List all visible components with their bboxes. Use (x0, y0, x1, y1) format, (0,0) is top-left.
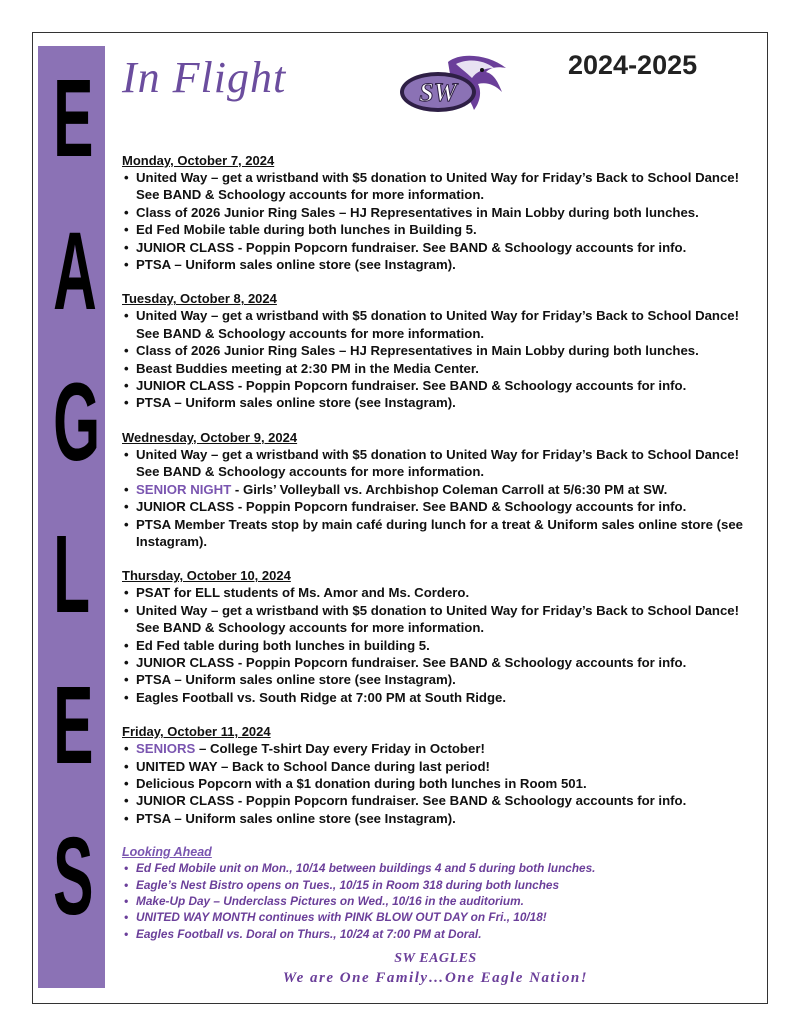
announcement-text: Ed Fed table during both lunches in building 5. (136, 637, 430, 653)
day-list (122, 152, 762, 827)
bullet-icon: • (124, 637, 129, 653)
bullet-icon: • (124, 758, 129, 774)
announcement-item (122, 689, 762, 706)
day-title: Monday, October 7, 2024 (122, 153, 275, 168)
announcement-item (122, 758, 762, 775)
announcement-item (122, 792, 762, 809)
day-title: Tuesday, October 8, 2024 (122, 291, 277, 307)
bullet-icon: • (124, 481, 129, 497)
logo-text: SW (419, 78, 457, 107)
bullet-icon: • (124, 861, 129, 876)
bullet-icon: • (124, 343, 129, 359)
bullet-icon: • (124, 654, 129, 670)
announcement-item (122, 584, 762, 601)
announcement-item (122, 654, 762, 671)
announcement-item (122, 307, 762, 342)
bullet-icon: • (124, 499, 129, 515)
announcement-item (122, 810, 762, 827)
bullet-icon: • (124, 793, 129, 809)
highlight-label: SENIORS (136, 741, 196, 757)
announcement-item (122, 204, 762, 221)
looking-ahead-text: Make-Up Day – Underclass Pictures on Wed., 10/16 in the auditorium. (136, 894, 524, 908)
day-title: Friday, October 11, 2024 (122, 724, 271, 740)
sidebar-letter: L (53, 513, 91, 636)
looking-ahead-item (122, 893, 762, 909)
looking-ahead-text: UNITED WAY MONTH continues with PINK BLOW OUT DAY on Fri., 10/18! (136, 910, 547, 925)
bullet-icon: • (124, 810, 129, 826)
announcement-text: - Girls’ Volleyball vs. Archbishop Coleman Carroll at 5/6:30 PM at SW. (231, 481, 668, 497)
day-title: Wednesday, October 9, 2024 (122, 429, 298, 445)
looking-ahead-section (122, 844, 762, 942)
announcement-item (122, 394, 762, 411)
school-year: 2024-2025 (568, 50, 698, 80)
announcements (122, 152, 762, 942)
in-flight-title: In Flight (122, 53, 287, 102)
sidebar-letter: E (53, 664, 94, 787)
announcement-item (122, 256, 762, 273)
announcement-text: JUNIOR CLASS - Poppin Popcorn fundraiser. See BAND & Schoology accounts for info. (136, 499, 687, 515)
announcement-item (122, 740, 762, 757)
eagle-logo (398, 52, 510, 118)
bullet-icon: • (124, 585, 129, 601)
announcement-text: United Way – get a wristband with $5 donation to United Way for Friday’s Back to School Dance! See BAND & Schoology accounts for more information. (136, 446, 740, 480)
bullet-icon: • (124, 257, 129, 273)
bullet-icon: • (124, 894, 129, 908)
announcement-text: PTSA – Uniform sales online store (see Instagram). (136, 257, 456, 273)
bullet-icon: • (124, 170, 129, 185)
day-section (122, 567, 762, 706)
announcement-item (122, 637, 762, 654)
bullet-icon: • (124, 689, 129, 705)
sidebar-letter: E (53, 57, 94, 180)
announcement-item (122, 446, 762, 481)
bullet-icon: • (124, 204, 129, 220)
day-section (122, 152, 762, 273)
announcement-item (122, 342, 762, 359)
bullet-icon: • (124, 672, 129, 688)
looking-ahead-item (122, 860, 762, 876)
day-items (122, 740, 762, 827)
looking-ahead-text: Eagles Football vs. Doral on Thurs., 10/24 at 7:00 PM at Doral. (136, 926, 482, 941)
looking-ahead-text: Eagle’s Nest Bistro opens on Tues., 10/15 in Room 318 during both lunches (136, 877, 560, 892)
looking-ahead-title: Looking Ahead (122, 845, 212, 860)
announcement-text: PTSA – Uniform sales online store (see Instagram). (136, 810, 456, 826)
day-section (122, 429, 762, 550)
announcement-text: Class of 2026 Junior Ring Sales – HJ Representatives in Main Lobby during both lunches. (136, 343, 699, 359)
bullet-icon: • (124, 378, 129, 394)
bullet-icon: • (124, 775, 129, 791)
looking-ahead-item (122, 926, 762, 942)
announcement-item (122, 169, 762, 204)
announcement-text: PTSA – Uniform sales online store (see Instagram). (136, 672, 456, 688)
announcement-text: United Way – get a wristband with $5 donation to United Way for Friday’s Back to School Dance! See BAND & Schoology accounts for more information. (136, 170, 740, 203)
bullet-icon: • (124, 308, 129, 324)
announcement-text: PTSA Member Treats stop by main café during lunch for a treat & Uniform sales online store (see Instagram). (136, 516, 744, 549)
footer-sw-eagles: SW EAGLES (394, 951, 477, 966)
bullet-icon: • (124, 877, 129, 892)
bullet-icon: • (124, 602, 129, 618)
day-items (122, 584, 762, 706)
announcement-text: United Way – get a wristband with $5 donation to United Way for Friday’s Back to School Dance! See BAND & Schoology accounts for more information. (136, 308, 740, 341)
announcement-item (122, 498, 762, 515)
announcement-item (122, 360, 762, 377)
bullet-icon: • (124, 741, 129, 757)
bullet-icon: • (124, 222, 129, 238)
looking-ahead-list (122, 860, 762, 942)
bullet-icon: • (124, 516, 129, 532)
day-items (122, 446, 762, 550)
announcement-item (122, 671, 762, 688)
looking-ahead-text: Ed Fed Mobile unit on Mon., 10/14 between buildings 4 and 5 during both lunches. (136, 861, 596, 876)
looking-ahead-item (122, 877, 762, 893)
bullet-icon: • (124, 360, 129, 376)
announcement-text: PTSA – Uniform sales online store (see Instagram). (136, 395, 456, 411)
announcement-text: United Way – get a wristband with $5 donation to United Way for Friday’s Back to School Dance! See BAND & Schoology accounts for more information. (136, 602, 740, 636)
announcement-text: PSAT for ELL students of Ms. Amor and Ms. Cordero. (136, 585, 470, 601)
announcement-text: JUNIOR CLASS - Poppin Popcorn fundraiser. See BAND & Schoology accounts for info. (136, 654, 687, 670)
announcement-item (122, 221, 762, 238)
announcement-text: Class of 2026 Junior Ring Sales – HJ Representatives in Main Lobby during both lunches. (136, 204, 699, 220)
announcement-text: Eagles Football vs. South Ridge at 7:00 PM at South Ridge. (136, 689, 507, 705)
announcement-text: Ed Fed Mobile table during both lunches in Building 5. (136, 222, 477, 238)
announcement-item (122, 239, 762, 256)
day-title: Thursday, October 10, 2024 (122, 568, 291, 584)
announcement-item (122, 602, 762, 637)
day-items (122, 169, 762, 273)
announcement-text: Beast Buddies meeting at 2:30 PM in the Media Center. (136, 360, 479, 376)
bullet-icon: • (124, 446, 129, 462)
announcement-text: – College T-shirt Day every Friday in October! (195, 741, 485, 757)
announcement-item (122, 481, 762, 498)
bullet-icon: • (124, 926, 129, 941)
bullet-icon: • (124, 239, 129, 255)
day-section (122, 290, 762, 411)
sidebar-letter: A (53, 210, 97, 333)
announcement-text: Delicious Popcorn with a $1 donation during both lunches in Room 501. (136, 775, 587, 791)
footer-motto: We are One Family…One Eagle Nation! (282, 970, 589, 986)
announcement-text: JUNIOR CLASS - Poppin Popcorn fundraiser. See BAND & Schoology accounts for info. (136, 793, 687, 809)
announcement-text: JUNIOR CLASS - Poppin Popcorn fundraiser. See BAND & Schoology accounts for info. (136, 239, 687, 255)
announcement-text: JUNIOR CLASS - Poppin Popcorn fundraiser. See BAND & Schoology accounts for info. (136, 378, 687, 394)
highlight-label: SENIOR NIGHT (136, 481, 232, 497)
sidebar-letter: S (53, 815, 94, 938)
announcement-item (122, 775, 762, 792)
announcement-item (122, 516, 762, 551)
announcement-item (122, 377, 762, 394)
bullet-icon: • (124, 395, 129, 411)
day-items (122, 307, 762, 411)
day-section (122, 723, 762, 827)
bullet-icon: • (124, 910, 129, 925)
eagles-sidebar (38, 46, 105, 988)
sidebar-letter: G (53, 361, 101, 484)
announcement-text: UNITED WAY – Back to School Dance during last period! (136, 758, 490, 774)
looking-ahead-item (122, 909, 762, 925)
